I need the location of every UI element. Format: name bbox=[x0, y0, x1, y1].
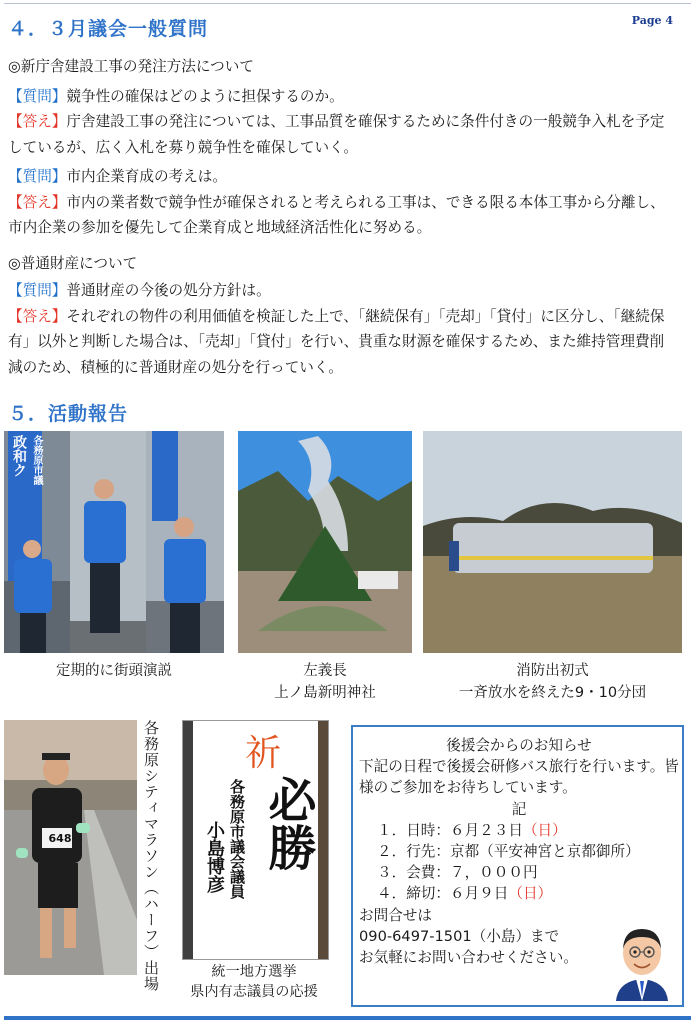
notice-item-destination: ２．行先：京都（平安神宮と京都御所） bbox=[377, 843, 640, 861]
poster-frame-right bbox=[318, 721, 328, 960]
marathon-image bbox=[4, 720, 137, 975]
notice-contact-label: お問合せは bbox=[359, 906, 432, 924]
answer-tag: 【答え】 bbox=[8, 113, 67, 130]
question-tag: 【質問】 bbox=[8, 282, 67, 299]
item-date-weekday: （日） bbox=[522, 821, 567, 839]
answer-tag: 【答え】 bbox=[8, 193, 67, 211]
topic2-question1 bbox=[8, 278, 678, 304]
notice-item-date bbox=[359, 820, 679, 841]
firefighters-photo bbox=[423, 431, 682, 653]
notice-ki: 記 bbox=[511, 800, 527, 818]
question-text: 市内企業育成の考えは。 bbox=[66, 168, 227, 185]
notice-item-fee: ３．会費：７，０００円 bbox=[377, 864, 538, 882]
marathon-photo bbox=[4, 720, 137, 975]
election-caption-line1: 統一地方選挙 bbox=[211, 964, 297, 980]
notice-closing: お気軽にお問い合わせください。 bbox=[359, 949, 578, 967]
election-poster-photo bbox=[182, 720, 329, 960]
sagicho-caption bbox=[238, 660, 412, 704]
banner-text-1: 政和ク bbox=[11, 435, 27, 477]
item-deadline-weekday: （日） bbox=[508, 885, 553, 903]
marathon-caption: 各務原シティマラソン（ハーフ）出場 bbox=[142, 720, 160, 992]
firefighters-image bbox=[423, 431, 682, 653]
topic1-answer1 bbox=[8, 109, 678, 160]
poster-name: 小島博彦 bbox=[204, 821, 225, 893]
topic2-heading: ◎普通財産について bbox=[8, 254, 138, 272]
street-speech-photo bbox=[4, 431, 224, 653]
poster-side-text: 各務原市議会議員 bbox=[228, 779, 246, 899]
poster-top-character: 祈 bbox=[245, 733, 282, 774]
sagicho-image bbox=[238, 431, 412, 653]
bottom-rule bbox=[4, 1016, 691, 1020]
election-caption-line2: 県内有志議員の応援 bbox=[190, 984, 318, 1000]
firefighters-caption-line1: 消防出初式 bbox=[516, 663, 589, 679]
street-speech-caption: 定期的に街頭演説 bbox=[56, 663, 172, 679]
answer-text: 庁舎建設工事の発注については、工事品質を確保するために条件付きの一般競争入札を予定しているが、広く入札を募り競争性を確保していく。 bbox=[8, 113, 665, 156]
section4-title: ４．３月議会一般質問 bbox=[8, 18, 209, 40]
answer-text: 市内の業者数で競争性が確保されると考えられる工事は、できる限る本体工事から分離し、市内企業の参加を優先して企業育成と地域経済活性化に努める。 bbox=[8, 193, 665, 236]
sagicho-caption-line2: 上ノ島新明神社 bbox=[274, 685, 376, 701]
page-number: Page 4 bbox=[631, 14, 673, 27]
poster-frame-left bbox=[183, 721, 193, 960]
question-tag: 【質問】 bbox=[8, 168, 67, 185]
topic2-answer1 bbox=[8, 304, 678, 381]
notice-item-deadline bbox=[359, 883, 679, 904]
notice-intro: 下記の日程で後援会研修バス旅行を行います。皆様のご参加をお待ちしています。 bbox=[359, 758, 679, 797]
question-tag: 【質問】 bbox=[8, 87, 67, 105]
sagicho-caption-line1: 左義長 bbox=[303, 663, 347, 679]
firefighters-caption-line2: 一斉放水を終えた9・10分団 bbox=[458, 685, 647, 701]
sagicho-photo bbox=[238, 431, 412, 653]
question-text: 普通財産の今後の処分方針は。 bbox=[66, 282, 271, 299]
item-date-label: １．日時：６月２３日 bbox=[377, 821, 523, 839]
supporters-notice-box bbox=[351, 725, 684, 1007]
item-deadline-label: ４．締切：６月９日 bbox=[377, 885, 509, 903]
banner-text-2: 各務原市議 bbox=[31, 435, 42, 485]
answer-text: それぞれの物件の利用価値を検証した上で、「継続保有」「売却」「貸付」に区分し、「継続保有」以外と判断した場合は、「売却」「貸付」を行い、貴重な財源を確保するため、また維持管理費削減のため、積極的に普通財産の処分を行っていく。 bbox=[8, 307, 665, 376]
topic1-heading: ◎新庁舎建設工事の発注方法について bbox=[8, 58, 254, 75]
topic1-question1 bbox=[8, 84, 678, 110]
race-bib-number: 648 bbox=[48, 832, 72, 845]
section5-title: ５．活動報告 bbox=[8, 403, 129, 425]
caricature-icon bbox=[610, 919, 674, 1001]
speaker-middle bbox=[84, 479, 126, 633]
topic1-answer2 bbox=[8, 190, 678, 241]
firefighters-caption bbox=[423, 660, 682, 704]
topic1-question2 bbox=[8, 164, 678, 190]
answer-tag: 【答え】 bbox=[8, 307, 67, 325]
notice-title: 後援会からのお知らせ bbox=[446, 737, 592, 754]
section4-body bbox=[8, 54, 678, 380]
top-rule bbox=[4, 3, 691, 4]
question-text: 競争性の確保はどのように担保するのか。 bbox=[66, 87, 344, 105]
notice-phone: 090-6497-1501（小島）まで bbox=[359, 927, 560, 945]
firefighter-group bbox=[453, 523, 653, 573]
election-caption bbox=[174, 962, 334, 1002]
poster-main-text: 必勝 bbox=[260, 775, 316, 871]
